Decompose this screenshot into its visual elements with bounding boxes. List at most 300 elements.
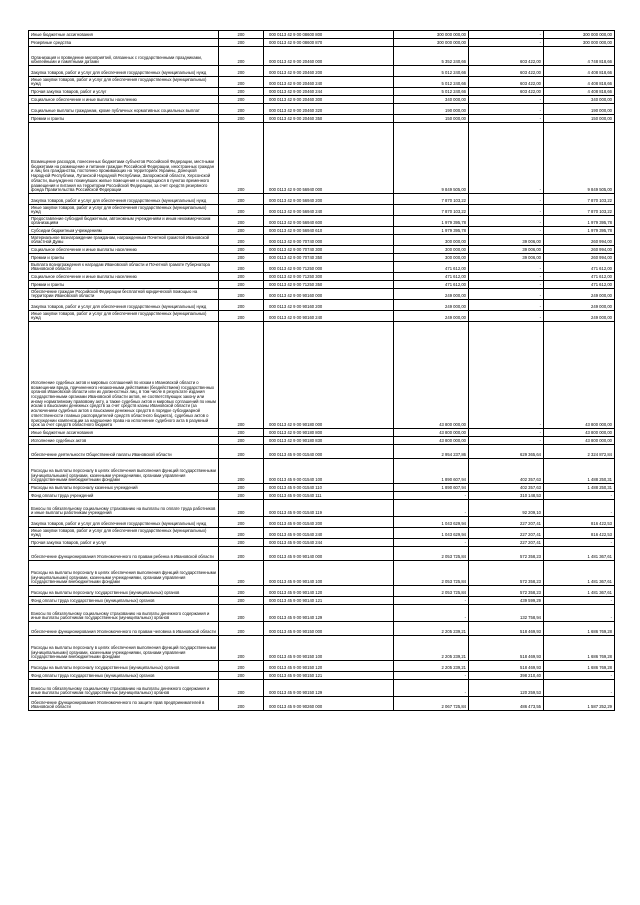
cell-description: Иные закупки товаров, работ и услуг для обеспечения государственных (муниципальных) нужд bbox=[29, 311, 219, 322]
cell-description: Премии и гранты bbox=[29, 115, 219, 123]
cell-budget-classification-code: 000 0113 42 9 00 90160 200 bbox=[264, 300, 394, 311]
cell-description: Обеспечение функционирования Уполномоченного по защите прав предпринимателей в Ивановской области bbox=[29, 697, 219, 711]
table-row bbox=[29, 547, 615, 561]
cell-remaining-amount: 471 612,00 bbox=[544, 273, 615, 281]
cell-executed-amount: 402 357,63 bbox=[469, 459, 544, 484]
cell-executed-amount: - bbox=[469, 281, 544, 289]
cell-description: Фонд оплаты труда учреждений bbox=[29, 492, 219, 500]
cell-remaining-amount: 7 870 103,22 bbox=[544, 205, 615, 216]
cell-description: Исполнение судебных актов и мировых соглашений по искам к Ивановской области о возмещении вреда, причиненного незаконными действиями (бездействием) государственных органов Ивановской области или их должностных лиц, в том числе в результате издания государственными органами Ивановской области актов, не соответствующих закону или иному нормативному правовому акту, а также судебных актов и мировых соглашений по иным искам о взыскании денежных средств за счет средств казны Ивановской области (за исключением судебных актов о взыскании денежных средств в порядке субсидиарной ответственности главных распорядителей средств областного бюджета), судебных актов о присуждении компенсации за нарушение права на исполнение судебного акта в разумный срок за счет средств областного бюджета bbox=[29, 322, 219, 429]
cell-line-code: 200 bbox=[219, 500, 264, 517]
cell-remaining-amount: 816 422,53 bbox=[544, 528, 615, 539]
cell-description: Прочая закупка товаров, работ и услуг bbox=[29, 88, 219, 96]
cell-executed-amount: 572 358,23 bbox=[469, 547, 544, 561]
cell-line-code: 200 bbox=[219, 281, 264, 289]
table-row bbox=[29, 539, 615, 547]
cell-description: Выплата вознаграждения к наградам Ивановской области и Почетной грамоте Губернатора Ивановской области bbox=[29, 262, 219, 273]
cell-budget-classification-code: 000 0113 42 9 00 08600 800 bbox=[264, 31, 394, 39]
table-row bbox=[29, 216, 615, 227]
cell-remaining-amount: 1 686 769,28 bbox=[544, 622, 615, 636]
cell-executed-amount: 227 207,41 bbox=[469, 528, 544, 539]
cell-budget-classification-code: 000 0113 42 9 00 56940 610 bbox=[264, 227, 394, 235]
cell-budget-classification-code: 000 0113 42 9 00 71250 000 bbox=[264, 262, 394, 273]
table-body bbox=[29, 31, 615, 711]
cell-remaining-amount: 471 612,00 bbox=[544, 262, 615, 273]
table-row bbox=[29, 322, 615, 429]
cell-executed-amount: - bbox=[469, 262, 544, 273]
cell-executed-amount: 92 209,10 bbox=[469, 500, 544, 517]
cell-budget-classification-code: 000 0113 45 9 00 01540 240 bbox=[264, 528, 394, 539]
cell-remaining-amount: 249 000,00 bbox=[544, 300, 615, 311]
cell-description: Обеспечение функционирования Уполномоченного по правам человека в Ивановской области bbox=[29, 622, 219, 636]
cell-budget-classification-code: 000 0113 42 9 00 90180 800 bbox=[264, 429, 394, 437]
cell-approved-amount: 1 890 607,94 bbox=[394, 484, 469, 492]
cell-approved-amount: 471 612,00 bbox=[394, 281, 469, 289]
cell-approved-amount: 300 000,00 bbox=[394, 254, 469, 262]
cell-remaining-amount: 1 686 769,28 bbox=[544, 661, 615, 672]
table-row bbox=[29, 115, 615, 123]
cell-line-code: 200 bbox=[219, 322, 264, 429]
cell-remaining-amount: 300 000 000,00 bbox=[544, 39, 615, 47]
cell-line-code: 200 bbox=[219, 517, 264, 528]
cell-description: Социальное обеспечение и иные выплаты населению bbox=[29, 273, 219, 281]
cell-description: Иные закупки товаров, работ и услуг для обеспечения государственных (муниципальных) нужд bbox=[29, 205, 219, 216]
cell-budget-classification-code: 000 0113 45 9 00 01540 200 bbox=[264, 517, 394, 528]
table-row bbox=[29, 96, 615, 104]
cell-remaining-amount: 150 000,00 bbox=[544, 115, 615, 123]
cell-line-code: 200 bbox=[219, 597, 264, 605]
cell-approved-amount: 43 800 000,00 bbox=[394, 437, 469, 445]
cell-remaining-amount: 300 000 000,00 bbox=[544, 31, 615, 39]
cell-approved-amount: 2 205 239,21 bbox=[394, 622, 469, 636]
cell-approved-amount: 1 043 629,94 bbox=[394, 517, 469, 528]
cell-budget-classification-code: 000 0113 42 9 00 20460 320 bbox=[264, 104, 394, 115]
table-row bbox=[29, 88, 615, 96]
cell-description: Закупка товаров, работ и услуг для обеспечения государственных (муниципальных) нужд bbox=[29, 300, 219, 311]
cell-budget-classification-code: 000 0113 42 9 00 20460 240 bbox=[264, 77, 394, 88]
cell-line-code: 200 bbox=[219, 437, 264, 445]
cell-approved-amount: - bbox=[394, 492, 469, 500]
cell-line-code: 200 bbox=[219, 88, 264, 96]
cell-executed-amount: - bbox=[469, 311, 544, 322]
cell-description: Фонд оплаты труда государственных (муниципальных) органов bbox=[29, 672, 219, 680]
cell-budget-classification-code: 000 0113 45 9 00 90150 129 bbox=[264, 680, 394, 697]
cell-approved-amount: 300 000 000,00 bbox=[394, 39, 469, 47]
cell-description: Прочая закупка товаров, работ и услуг bbox=[29, 539, 219, 547]
table-row bbox=[29, 492, 615, 500]
cell-budget-classification-code: 000 0113 42 9 00 20460 000 bbox=[264, 47, 394, 66]
cell-line-code: 200 bbox=[219, 254, 264, 262]
table-row bbox=[29, 661, 615, 672]
cell-approved-amount: 471 612,00 bbox=[394, 273, 469, 281]
cell-description: Обеспечение деятельности Общественной палаты Ивановской области bbox=[29, 445, 219, 459]
cell-description: Иные бюджетные ассигнования bbox=[29, 31, 219, 39]
cell-remaining-amount: 4 408 818,66 bbox=[544, 66, 615, 77]
cell-description: Премии и гранты bbox=[29, 254, 219, 262]
cell-executed-amount: 439 599,29 bbox=[469, 597, 544, 605]
cell-description: Расходы на выплаты персоналу государственных (муниципальных) органов bbox=[29, 586, 219, 597]
cell-line-code: 200 bbox=[219, 289, 264, 300]
cell-line-code: 200 bbox=[219, 235, 264, 246]
cell-remaining-amount: 4 408 818,66 bbox=[544, 77, 615, 88]
cell-remaining-amount: 1 686 769,28 bbox=[544, 636, 615, 661]
cell-budget-classification-code: 000 0113 42 9 00 56940 000 bbox=[264, 123, 394, 194]
table-row bbox=[29, 246, 615, 254]
cell-budget-classification-code: 000 0113 45 9 00 90150 100 bbox=[264, 636, 394, 661]
cell-budget-classification-code: 000 0113 45 9 00 90150 121 bbox=[264, 672, 394, 680]
cell-approved-amount: 340 000,00 bbox=[394, 96, 469, 104]
cell-remaining-amount: 249 000,00 bbox=[544, 311, 615, 322]
cell-line-code: 200 bbox=[219, 47, 264, 66]
cell-description: Премии и гранты bbox=[29, 281, 219, 289]
cell-approved-amount: 300 000,00 bbox=[394, 235, 469, 246]
cell-approved-amount: 2 053 725,84 bbox=[394, 561, 469, 586]
cell-approved-amount: 2 053 725,84 bbox=[394, 547, 469, 561]
cell-budget-classification-code: 000 0113 42 9 00 70740 000 bbox=[264, 235, 394, 246]
cell-remaining-amount: - bbox=[544, 597, 615, 605]
cell-executed-amount: 518 469,93 bbox=[469, 636, 544, 661]
cell-executed-amount: - bbox=[469, 289, 544, 300]
cell-description: Иные бюджетные ассигнования bbox=[29, 429, 219, 437]
cell-budget-classification-code: 000 0113 45 9 00 01540 100 bbox=[264, 459, 394, 484]
cell-executed-amount: - bbox=[469, 216, 544, 227]
cell-line-code: 200 bbox=[219, 697, 264, 711]
cell-approved-amount: 249 000,00 bbox=[394, 289, 469, 300]
cell-description: Взносы по обязательному социальному страхованию на выплаты по оплате труда работников и иные выплаты работникам учреждений bbox=[29, 500, 219, 517]
cell-executed-amount: 398 210,40 bbox=[469, 672, 544, 680]
cell-budget-classification-code: 000 0113 42 9 00 70740 350 bbox=[264, 254, 394, 262]
cell-approved-amount: 2 205 239,21 bbox=[394, 661, 469, 672]
cell-line-code: 200 bbox=[219, 39, 264, 47]
cell-approved-amount: 2 067 725,84 bbox=[394, 697, 469, 711]
table-row bbox=[29, 672, 615, 680]
cell-description: Иные закупки товаров, работ и услуг для обеспечения государственных (муниципальных) нужд bbox=[29, 77, 219, 88]
cell-description: Социальное обеспечение и иные выплаты населению bbox=[29, 246, 219, 254]
table-row bbox=[29, 66, 615, 77]
cell-budget-classification-code: 000 0113 42 9 00 90180 000 bbox=[264, 322, 394, 429]
cell-budget-classification-code: 000 0113 45 9 00 90150 000 bbox=[264, 622, 394, 636]
cell-executed-amount: - bbox=[469, 104, 544, 115]
cell-remaining-amount: 1 481 367,61 bbox=[544, 586, 615, 597]
cell-description: Закупка товаров, работ и услуг для обеспечения государственных (муниципальных) нужд bbox=[29, 66, 219, 77]
cell-description: Закупка товаров, работ и услуг для обеспечения государственных (муниципальных) нужд bbox=[29, 517, 219, 528]
cell-remaining-amount: - bbox=[544, 605, 615, 622]
cell-budget-classification-code: 000 0113 45 9 00 01540 000 bbox=[264, 445, 394, 459]
cell-remaining-amount: 816 422,53 bbox=[544, 517, 615, 528]
cell-approved-amount: 190 000,00 bbox=[394, 104, 469, 115]
cell-line-code: 200 bbox=[219, 115, 264, 123]
cell-line-code: 200 bbox=[219, 205, 264, 216]
cell-executed-amount: 120 259,53 bbox=[469, 680, 544, 697]
table-row bbox=[29, 227, 615, 235]
budget-execution-table bbox=[28, 30, 615, 711]
table-row bbox=[29, 597, 615, 605]
cell-approved-amount: - bbox=[394, 605, 469, 622]
cell-line-code: 200 bbox=[219, 300, 264, 311]
cell-budget-classification-code: 000 0113 45 9 00 90150 120 bbox=[264, 661, 394, 672]
cell-executed-amount: 39 006,00 bbox=[469, 235, 544, 246]
cell-budget-classification-code: 000 0113 42 9 00 71250 350 bbox=[264, 281, 394, 289]
cell-executed-amount: 603 422,00 bbox=[469, 47, 544, 66]
cell-description: Социальное обеспечение и иные выплаты населению bbox=[29, 96, 219, 104]
cell-approved-amount: - bbox=[394, 500, 469, 517]
cell-approved-amount: 5 012 240,66 bbox=[394, 66, 469, 77]
cell-line-code: 200 bbox=[219, 528, 264, 539]
cell-budget-classification-code: 000 0113 42 9 00 71250 300 bbox=[264, 273, 394, 281]
cell-line-code: 200 bbox=[219, 561, 264, 586]
cell-executed-amount: - bbox=[469, 31, 544, 39]
cell-budget-classification-code: 000 0113 45 9 00 90140 121 bbox=[264, 597, 394, 605]
cell-remaining-amount: 1 488 250,31 bbox=[544, 459, 615, 484]
cell-approved-amount: 471 612,00 bbox=[394, 262, 469, 273]
table-row bbox=[29, 605, 615, 622]
table-row bbox=[29, 484, 615, 492]
cell-budget-classification-code: 000 0113 42 9 00 20460 200 bbox=[264, 66, 394, 77]
cell-line-code: 200 bbox=[219, 66, 264, 77]
table-row bbox=[29, 429, 615, 437]
cell-executed-amount: - bbox=[469, 123, 544, 194]
table-row bbox=[29, 517, 615, 528]
cell-description: Обеспечение граждан Российской Федерации бесплатной юридической помощью на территории Ивановской области bbox=[29, 289, 219, 300]
cell-line-code: 200 bbox=[219, 273, 264, 281]
cell-budget-classification-code: 000 0113 42 9 00 90180 830 bbox=[264, 437, 394, 445]
cell-budget-classification-code: 000 0113 45 9 00 01540 110 bbox=[264, 484, 394, 492]
cell-approved-amount: 300 000 000,00 bbox=[394, 31, 469, 39]
cell-remaining-amount: 260 994,00 bbox=[544, 235, 615, 246]
cell-budget-classification-code: 000 0113 45 9 00 90140 100 bbox=[264, 561, 394, 586]
cell-executed-amount: - bbox=[469, 300, 544, 311]
table-row bbox=[29, 586, 615, 597]
cell-executed-amount: 310 148,53 bbox=[469, 492, 544, 500]
cell-approved-amount: - bbox=[394, 539, 469, 547]
table-row bbox=[29, 205, 615, 216]
cell-remaining-amount: 260 994,00 bbox=[544, 254, 615, 262]
cell-approved-amount: 7 870 103,22 bbox=[394, 194, 469, 205]
cell-approved-amount: 5 012 240,66 bbox=[394, 88, 469, 96]
cell-line-code: 200 bbox=[219, 96, 264, 104]
cell-line-code: 200 bbox=[219, 311, 264, 322]
cell-budget-classification-code: 000 0113 42 9 00 90160 240 bbox=[264, 311, 394, 322]
cell-executed-amount: 629 365,64 bbox=[469, 445, 544, 459]
table-row bbox=[29, 47, 615, 66]
cell-approved-amount: - bbox=[394, 672, 469, 680]
cell-remaining-amount: 43 800 000,00 bbox=[544, 322, 615, 429]
cell-budget-classification-code: 000 0113 45 9 00 01540 119 bbox=[264, 500, 394, 517]
cell-remaining-amount: 1 481 367,61 bbox=[544, 547, 615, 561]
table-row bbox=[29, 39, 615, 47]
cell-line-code: 200 bbox=[219, 459, 264, 484]
cell-approved-amount: 5 012 240,66 bbox=[394, 77, 469, 88]
cell-line-code: 200 bbox=[219, 586, 264, 597]
cell-executed-amount: 486 473,55 bbox=[469, 697, 544, 711]
cell-remaining-amount: - bbox=[544, 672, 615, 680]
cell-description: Закупка товаров, работ и услуг для обеспечения государственных (муниципальных) нужд bbox=[29, 194, 219, 205]
cell-executed-amount: - bbox=[469, 273, 544, 281]
table-row bbox=[29, 235, 615, 246]
cell-line-code: 200 bbox=[219, 661, 264, 672]
cell-remaining-amount: 471 612,00 bbox=[544, 281, 615, 289]
cell-budget-classification-code: 000 0113 42 9 00 20460 350 bbox=[264, 115, 394, 123]
cell-remaining-amount: 1 481 367,61 bbox=[544, 561, 615, 586]
cell-executed-amount: 402 357,63 bbox=[469, 484, 544, 492]
cell-budget-classification-code: 000 0113 45 9 00 01540 111 bbox=[264, 492, 394, 500]
cell-remaining-amount: 190 000,00 bbox=[544, 104, 615, 115]
cell-approved-amount: - bbox=[394, 597, 469, 605]
cell-budget-classification-code: 000 0113 42 9 00 20460 244 bbox=[264, 88, 394, 96]
table-row bbox=[29, 273, 615, 281]
table-row bbox=[29, 528, 615, 539]
cell-executed-amount: 227 207,41 bbox=[469, 517, 544, 528]
cell-description: Расходы на выплаты персоналу казенных учреждений bbox=[29, 484, 219, 492]
cell-remaining-amount: 7 870 103,22 bbox=[544, 194, 615, 205]
cell-remaining-amount: 1 979 395,78 bbox=[544, 216, 615, 227]
cell-remaining-amount: 9 849 505,00 bbox=[544, 123, 615, 194]
table-row bbox=[29, 561, 615, 586]
cell-approved-amount: 249 000,00 bbox=[394, 300, 469, 311]
cell-remaining-amount: 4 748 818,66 bbox=[544, 47, 615, 66]
table-row bbox=[29, 31, 615, 39]
cell-line-code: 200 bbox=[219, 194, 264, 205]
cell-remaining-amount: 2 324 872,84 bbox=[544, 445, 615, 459]
cell-description: Обеспечение функционирования Уполномоченного по правам ребенка в Ивановской области bbox=[29, 547, 219, 561]
cell-description: Социальные выплаты гражданам, кроме публичных нормативных социальных выплат bbox=[29, 104, 219, 115]
cell-budget-classification-code: 000 0113 45 9 00 90260 000 bbox=[264, 697, 394, 711]
cell-description: Иные закупки товаров, работ и услуг для обеспечения государственных (муниципальных) нужд bbox=[29, 528, 219, 539]
cell-remaining-amount: 1 587 252,29 bbox=[544, 697, 615, 711]
cell-approved-amount: 150 000,00 bbox=[394, 115, 469, 123]
cell-approved-amount: 9 849 505,00 bbox=[394, 123, 469, 194]
table-row bbox=[29, 262, 615, 273]
cell-budget-classification-code: 000 0113 42 9 00 20460 300 bbox=[264, 96, 394, 104]
cell-budget-classification-code: 000 0113 42 9 00 90160 000 bbox=[264, 289, 394, 300]
cell-budget-classification-code: 000 0113 42 9 00 70740 300 bbox=[264, 246, 394, 254]
cell-description: Субсидии бюджетным учреждениям bbox=[29, 227, 219, 235]
table-row bbox=[29, 437, 615, 445]
cell-executed-amount: 603 422,00 bbox=[469, 88, 544, 96]
cell-executed-amount: - bbox=[469, 115, 544, 123]
cell-approved-amount: 2 954 237,86 bbox=[394, 445, 469, 459]
cell-executed-amount: 572 358,23 bbox=[469, 586, 544, 597]
table-row bbox=[29, 636, 615, 661]
cell-executed-amount: - bbox=[469, 227, 544, 235]
cell-remaining-amount: 43 800 000,00 bbox=[544, 429, 615, 437]
cell-description: Взносы по обязательному социальному страхованию на выплаты денежного содержания и иные выплаты работникам государственных (муниципальных) органов bbox=[29, 605, 219, 622]
table-row bbox=[29, 680, 615, 697]
cell-approved-amount: 1 979 395,78 bbox=[394, 216, 469, 227]
cell-description: Материальное вознаграждение гражданам, награжденным Почетной грамотой Ивановской областной Думы bbox=[29, 235, 219, 246]
table-row bbox=[29, 445, 615, 459]
table-row bbox=[29, 194, 615, 205]
cell-budget-classification-code: 000 0113 42 9 00 56940 200 bbox=[264, 194, 394, 205]
table-row bbox=[29, 300, 615, 311]
cell-description: Фонд оплаты труда государственных (муниципальных) органов bbox=[29, 597, 219, 605]
cell-description: Расходы на выплаты персоналу в целях обеспечения выполнения функций государственными (муниципальными) органами, казенными учреждениями, органами управления государственными внебюджетными фондами bbox=[29, 636, 219, 661]
cell-line-code: 200 bbox=[219, 262, 264, 273]
cell-approved-amount: 1 890 607,94 bbox=[394, 459, 469, 484]
cell-budget-classification-code: 000 0113 45 9 00 90140 000 bbox=[264, 547, 394, 561]
table-row bbox=[29, 622, 615, 636]
cell-executed-amount: 603 422,00 bbox=[469, 77, 544, 88]
cell-remaining-amount: 4 408 818,66 bbox=[544, 88, 615, 96]
cell-budget-classification-code: 000 0113 42 9 00 56940 240 bbox=[264, 205, 394, 216]
cell-description: Исполнение судебных актов bbox=[29, 437, 219, 445]
table-row bbox=[29, 500, 615, 517]
cell-description: Расходы на выплаты персоналу в целях обеспечения выполнения функций государственными (муниципальными) органами, казенными учреждениями, органами управления государственными внебюджетными фондами bbox=[29, 459, 219, 484]
table-row bbox=[29, 104, 615, 115]
cell-budget-classification-code: 000 0113 42 9 00 08600 870 bbox=[264, 39, 394, 47]
cell-line-code: 200 bbox=[219, 31, 264, 39]
cell-line-code: 200 bbox=[219, 492, 264, 500]
table-row bbox=[29, 289, 615, 300]
cell-description: Предоставление субсидий бюджетным, автономным учреждениям и иным некоммерческим организациям bbox=[29, 216, 219, 227]
cell-budget-classification-code: 000 0113 42 9 00 56940 600 bbox=[264, 216, 394, 227]
cell-line-code: 200 bbox=[219, 216, 264, 227]
cell-executed-amount: 572 358,23 bbox=[469, 561, 544, 586]
cell-executed-amount: - bbox=[469, 205, 544, 216]
cell-approved-amount: 2 205 239,21 bbox=[394, 636, 469, 661]
cell-remaining-amount: - bbox=[544, 492, 615, 500]
cell-line-code: 200 bbox=[219, 429, 264, 437]
cell-line-code: 200 bbox=[219, 680, 264, 697]
cell-executed-amount: - bbox=[469, 437, 544, 445]
cell-executed-amount: 39 006,00 bbox=[469, 246, 544, 254]
cell-remaining-amount: 43 800 000,00 bbox=[544, 437, 615, 445]
cell-executed-amount: - bbox=[469, 194, 544, 205]
cell-approved-amount: 43 800 000,00 bbox=[394, 429, 469, 437]
cell-line-code: 200 bbox=[219, 622, 264, 636]
cell-line-code: 200 bbox=[219, 539, 264, 547]
cell-line-code: 200 bbox=[219, 77, 264, 88]
cell-line-code: 200 bbox=[219, 547, 264, 561]
cell-description: Резервные средства bbox=[29, 39, 219, 47]
cell-description: Расходы на выплаты персоналу в целях обеспечения выполнения функций государственными (муниципальными) органами, казенными учреждениями, органами управления государственными внебюджетными фондами bbox=[29, 561, 219, 586]
cell-remaining-amount: - bbox=[544, 500, 615, 517]
cell-executed-amount: 603 422,00 bbox=[469, 66, 544, 77]
cell-budget-classification-code: 000 0113 45 9 00 01540 244 bbox=[264, 539, 394, 547]
table-row bbox=[29, 311, 615, 322]
cell-remaining-amount: 1 488 250,31 bbox=[544, 484, 615, 492]
cell-line-code: 200 bbox=[219, 246, 264, 254]
cell-line-code: 200 bbox=[219, 672, 264, 680]
cell-description: Организация и проведение мероприятий, связанных с государственными праздниками, юбилейными и памятными датами bbox=[29, 47, 219, 66]
cell-remaining-amount: 260 994,00 bbox=[544, 246, 615, 254]
cell-remaining-amount: - bbox=[544, 539, 615, 547]
cell-remaining-amount: 249 000,00 bbox=[544, 289, 615, 300]
table-row bbox=[29, 281, 615, 289]
cell-line-code: 200 bbox=[219, 484, 264, 492]
table-row bbox=[29, 254, 615, 262]
cell-remaining-amount: 1 979 395,78 bbox=[544, 227, 615, 235]
cell-approved-amount: 1 979 395,78 bbox=[394, 227, 469, 235]
cell-line-code: 200 bbox=[219, 636, 264, 661]
cell-approved-amount: 43 800 000,00 bbox=[394, 322, 469, 429]
cell-executed-amount: 39 006,00 bbox=[469, 254, 544, 262]
cell-description: Взносы по обязательному социальному страхованию на выплаты денежного содержания и иные выплаты работникам государственных (муниципальных) органов bbox=[29, 680, 219, 697]
cell-remaining-amount: 340 000,00 bbox=[544, 96, 615, 104]
cell-approved-amount: 300 000,00 bbox=[394, 246, 469, 254]
cell-executed-amount: - bbox=[469, 96, 544, 104]
cell-approved-amount: - bbox=[394, 680, 469, 697]
cell-executed-amount: - bbox=[469, 39, 544, 47]
cell-approved-amount: 249 000,00 bbox=[394, 311, 469, 322]
cell-approved-amount: 1 043 629,94 bbox=[394, 528, 469, 539]
table-row bbox=[29, 697, 615, 711]
cell-description: Расходы на выплаты персоналу государственных (муниципальных) органов bbox=[29, 661, 219, 672]
cell-executed-amount: 518 469,93 bbox=[469, 622, 544, 636]
table-row bbox=[29, 123, 615, 194]
cell-budget-classification-code: 000 0113 45 9 00 90140 129 bbox=[264, 605, 394, 622]
cell-executed-amount: 227 207,41 bbox=[469, 539, 544, 547]
